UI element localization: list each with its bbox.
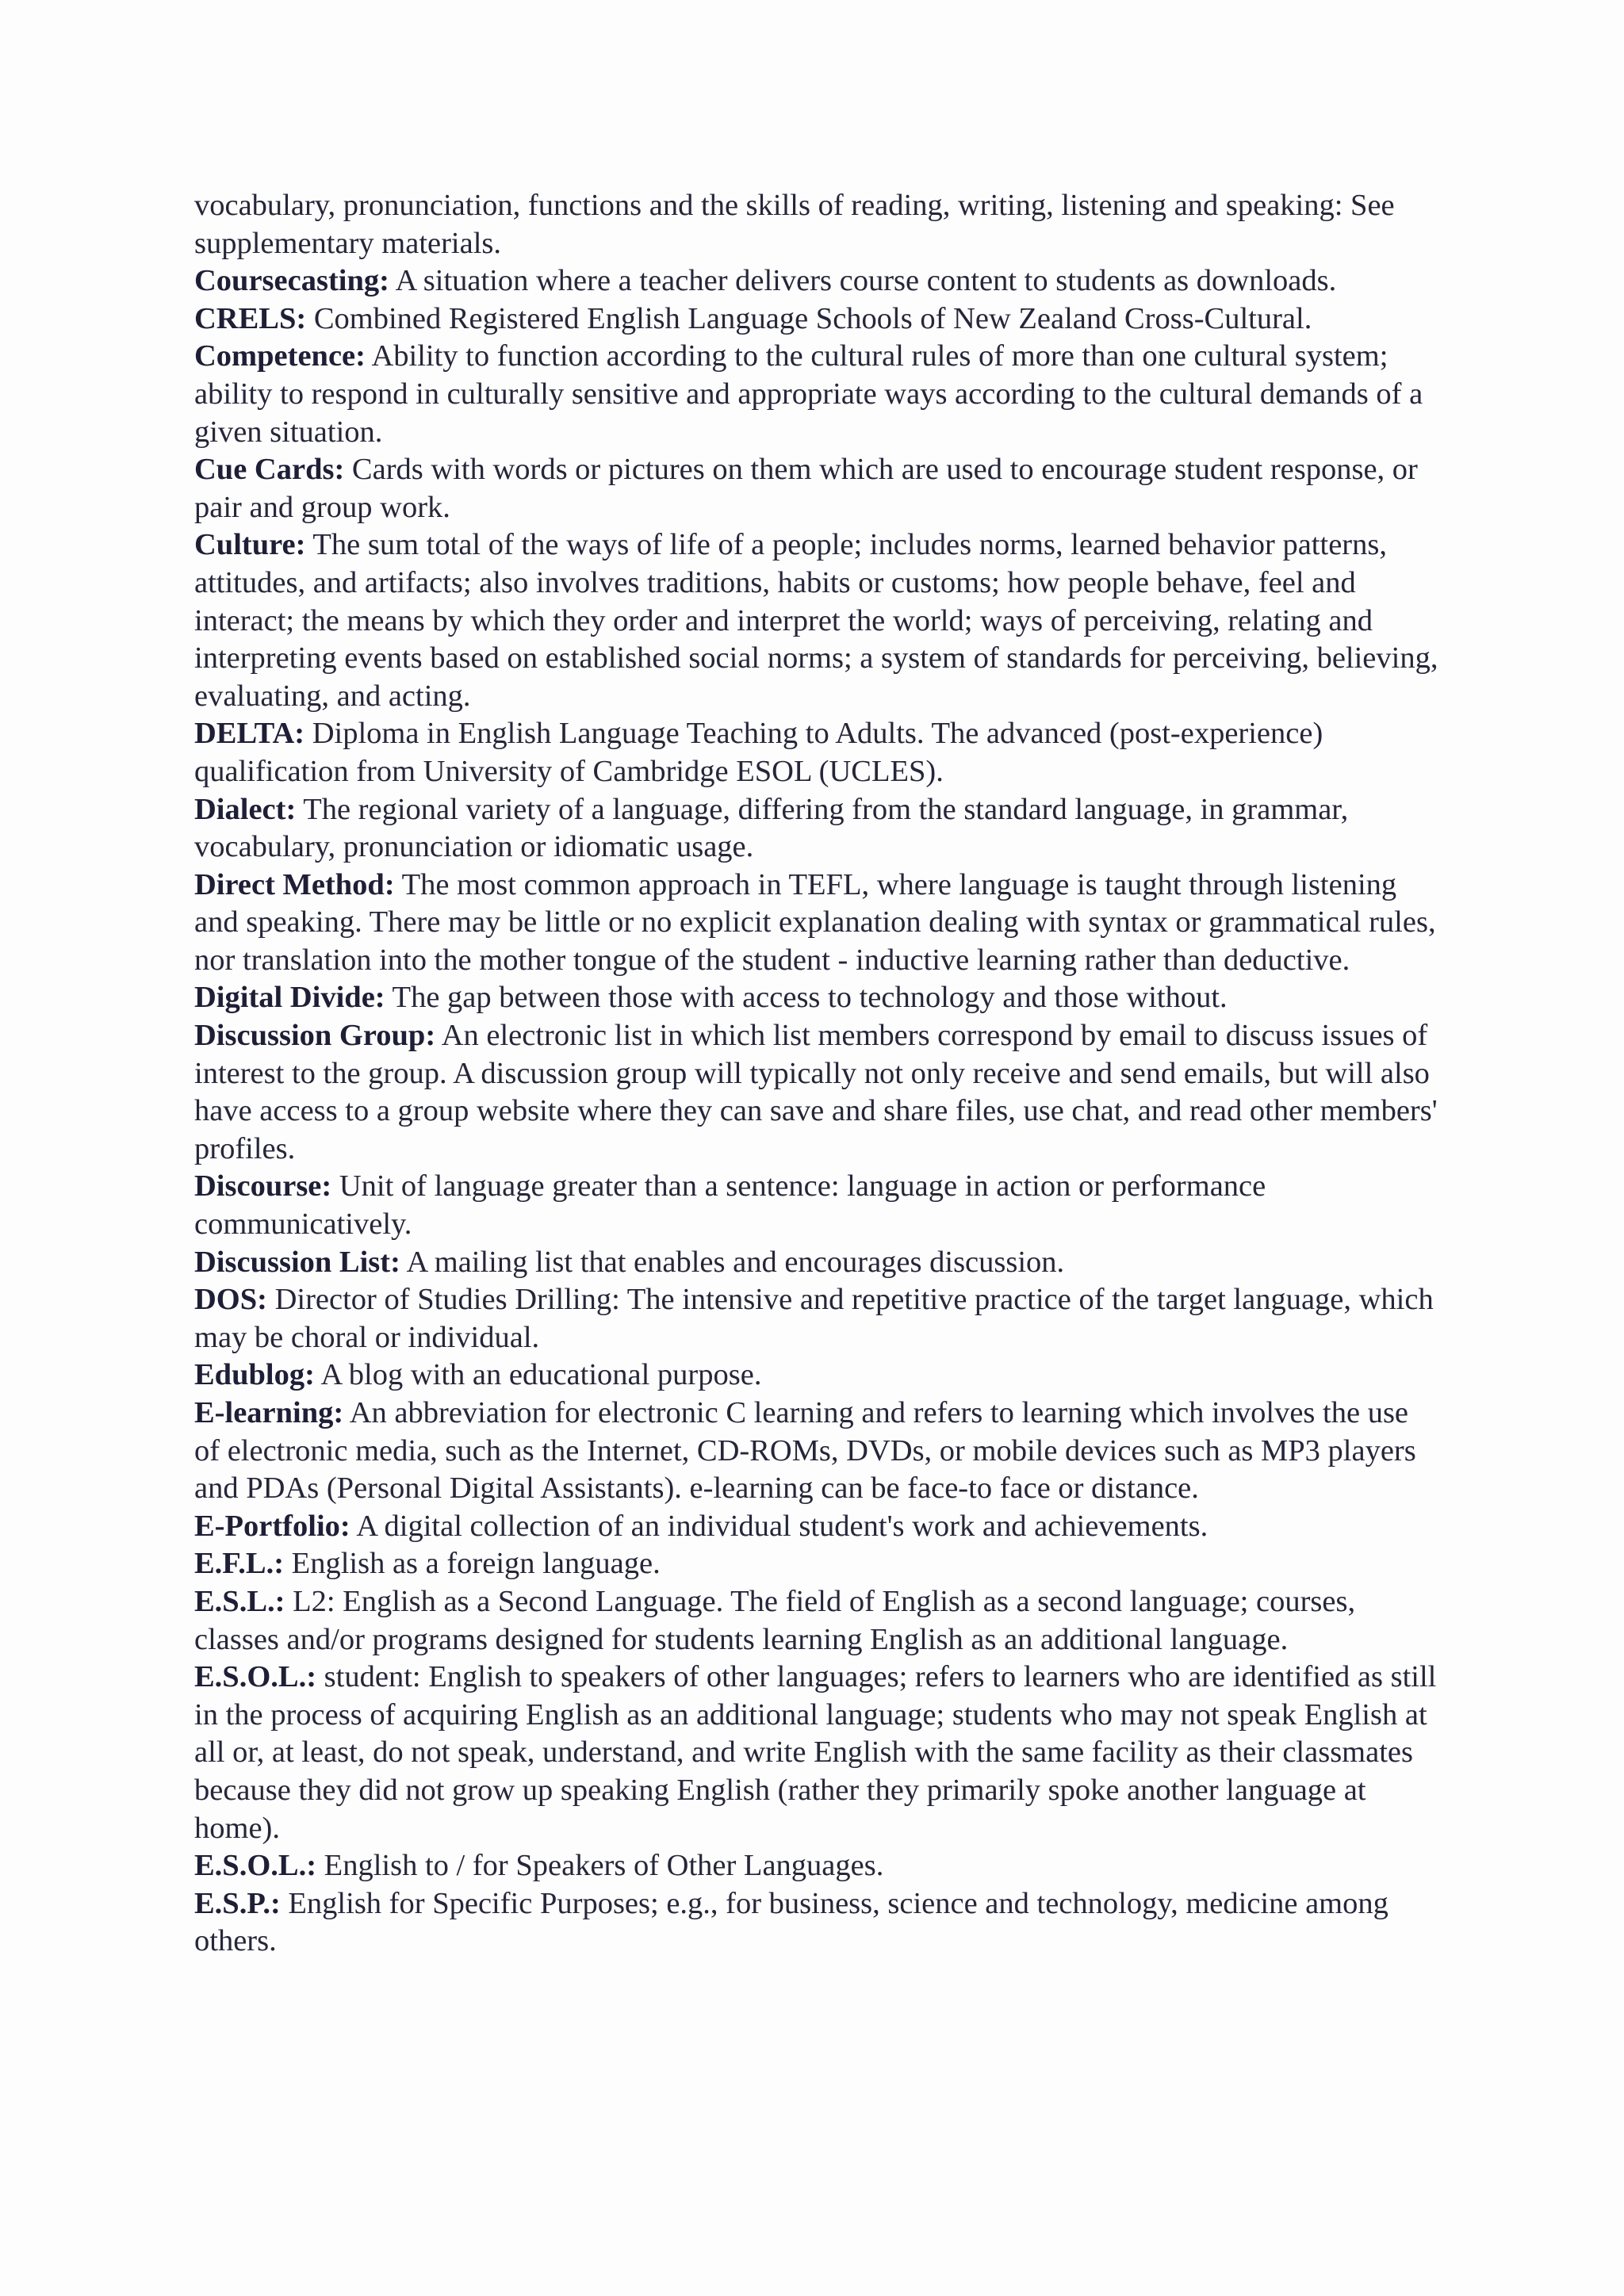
glossary-term: Cue Cards: — [194, 453, 345, 487]
glossary-term: E.F.L.: — [194, 1547, 285, 1581]
glossary-entry — [194, 1508, 1439, 1546]
glossary-entry — [194, 338, 1439, 451]
glossary-definition: A digital collection of an individual student's work and achievements. — [356, 1509, 1208, 1543]
glossary-definition: A situation where a teacher delivers course content to students as downloads. — [395, 264, 1337, 298]
glossary-definition: L2: English as a Second Language. The field of English as a second language; courses, classes and/or programs designed for students learning English as an additional language. — [194, 1584, 1356, 1656]
glossary-term: Competence: — [194, 339, 366, 373]
glossary-entry — [194, 451, 1439, 526]
glossary-term: Discussion Group: — [194, 1019, 436, 1053]
glossary-term: CRELS: — [194, 301, 307, 335]
glossary-term: DELTA: — [194, 717, 305, 751]
glossary-entry — [194, 1583, 1439, 1659]
glossary-entry — [194, 1168, 1439, 1243]
glossary-entry — [194, 1395, 1439, 1508]
glossary-term: Coursecasting: — [194, 264, 389, 298]
glossary-definition: student: English to speakers of other languages; refers to learners who are identified as still in the process of acquiring English as an additional language; students who may not speak English at all or, at least, do not speak, understand, and write English with the same facility as their classmates because they did not grow up speaking English (rather they primarily spoke another language at home). — [194, 1660, 1437, 1845]
glossary-term: Culture: — [194, 528, 306, 562]
glossary-term: E-Portfolio: — [194, 1509, 350, 1543]
glossary-definition: Diploma in English Language Teaching to Adults. The advanced (post-experience) qualification from University of Cambridge ESOL (UCLES). — [194, 717, 1323, 788]
glossary-definition: The most common approach in TEFL, where language is taught through listening and speaking. There may be little or no explicit explanation dealing with syntax or grammatical rules, nor translation into the mother tongue of the student - inductive learning rather than deductive. — [194, 867, 1436, 977]
glossary-definition: The regional variety of a language, differing from the standard language, in grammar, vocabulary, pronunciation or idiomatic usage. — [194, 792, 1349, 864]
glossary-term: Dialect: — [194, 792, 297, 826]
glossary-definition: The sum total of the ways of life of a people; includes norms, learned behavior patterns, attitudes, and artifacts; also involves traditions, habits or customs; how people behave, feel and interact; the means by which they order and interpret the world; ways of perceiving, relating and interpreting events based on established social norms; a system of standards for perceiving, believing, evaluating, and acting. — [194, 528, 1438, 713]
glossary-entry — [194, 715, 1439, 790]
glossary-entry — [194, 1357, 1439, 1395]
glossary-term: Discourse: — [194, 1169, 332, 1203]
glossary-entry — [194, 867, 1439, 980]
glossary-definition: Unit of language greater than a sentence: language in action or performance communicatively. — [194, 1169, 1266, 1242]
glossary-definition: An electronic list in which list members correspond by email to discuss issues of interest to the group. A discussion group will typically not only receive and send emails, but will also have access to a group website where they can save and share files, use chat, and read other members' profiles. — [194, 1019, 1438, 1165]
glossary-definition: Combined Registered English Language Schools of New Zealand Cross-Cultural. — [313, 301, 1312, 335]
glossary-definition: English for Specific Purposes; e.g., for business, science and technology, medicine among others. — [194, 1886, 1388, 1958]
glossary-entry — [194, 1244, 1439, 1282]
continuation-paragraph: vocabulary, pronunciation, functions and the skills of reading, writing, listening and speaking: See supplementary materials. — [194, 189, 1395, 260]
glossary-entry — [194, 262, 1439, 300]
glossary-entry — [194, 526, 1439, 715]
glossary-definition: An abbreviation for electronic C learning and refers to learning which involves the use of electronic media, such as the Internet, CD-ROMs, DVDs, or mobile devices such as MP3 players and PDAs (Personal Digital Assistants). e-learning can be face-to face or distance. — [194, 1396, 1416, 1506]
glossary-entry — [194, 300, 1439, 339]
document-page — [194, 187, 1439, 1961]
glossary-term: E.S.L.: — [194, 1584, 285, 1618]
glossary-entry — [194, 1545, 1439, 1583]
glossary-term: E.S.P.: — [194, 1886, 281, 1920]
glossary-entry — [194, 1017, 1439, 1168]
glossary-entry — [194, 1885, 1439, 1961]
glossary-entry — [194, 1281, 1439, 1357]
glossary-term: Direct Method: — [194, 867, 395, 901]
glossary-term: Discussion List: — [194, 1245, 400, 1279]
glossary-definition: Director of Studies Drilling: The intensive and repetitive practice of the target language, which may be choral or individual. — [194, 1283, 1434, 1354]
glossary-entry — [194, 791, 1439, 867]
glossary-term: Digital Divide: — [194, 981, 385, 1015]
glossary-definition: Cards with words or pictures on them which are used to encourage student response, or pair and group work. — [194, 453, 1418, 524]
glossary-term: E.S.O.L.: — [194, 1849, 317, 1883]
glossary-list — [194, 262, 1439, 1961]
glossary-entry — [194, 1847, 1439, 1885]
glossary-entry — [194, 979, 1439, 1017]
glossary-term: E.S.O.L.: — [194, 1660, 317, 1694]
glossary-entry — [194, 1659, 1439, 1847]
glossary-definition: A blog with an educational purpose. — [320, 1358, 762, 1392]
glossary-term: DOS: — [194, 1283, 267, 1317]
glossary-definition: Ability to function according to the cultural rules of more than one cultural system; ability to respond in culturally sensitive and appropriate ways according to the cultural demands of a given situation. — [194, 339, 1423, 449]
glossary-definition: English to / for Speakers of Other Languages. — [324, 1849, 884, 1883]
glossary-definition: A mailing list that enables and encourages discussion. — [406, 1245, 1065, 1279]
glossary-term: E-learning: — [194, 1396, 344, 1429]
glossary-definition: English as a foreign language. — [291, 1547, 661, 1581]
glossary-term: Edublog: — [194, 1358, 315, 1392]
glossary-definition: The gap between those with access to technology and those without. — [392, 981, 1228, 1015]
